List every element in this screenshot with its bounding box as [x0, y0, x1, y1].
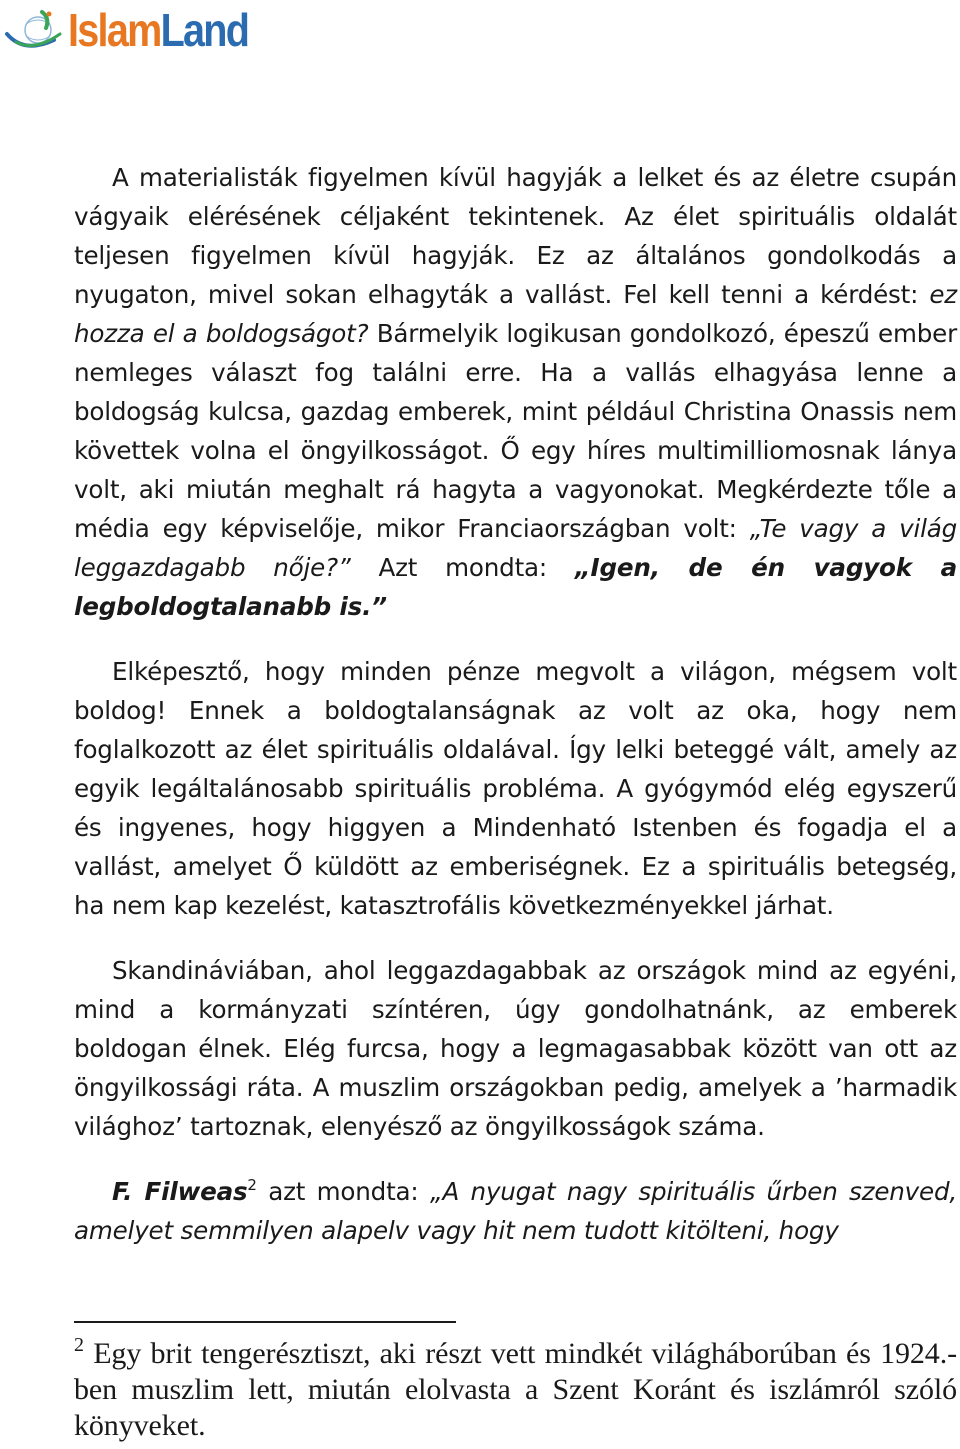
paragraph-3: Skandináviában, ahol leggazdagabbak az országok mind az egyéni, mind a kormányzati színtéren, úgy gondolhatnánk, az emberek boldogan élnek. Elég furcsa, hogy a legmagasabbak között van ott az öngyilkossági ráta. A muszlim országokban pedig, amelyek a ’harmadik világhoz’ tartoznak, elenyésző az öngyilkosságok száma.: [74, 956, 957, 1141]
paragraph-1: [74, 158, 957, 626]
logo-wordmark-land: Land: [160, 4, 249, 56]
site-logo[interactable]: [4, 4, 278, 56]
footnote-text: Egy brit tengerésztiszt, aki részt vett mindkét világháborúban és 1924.-ben muszlim lett, miután elolvasta a Szent Koránt és iszlámról szóló könyveket.: [74, 1337, 957, 1442]
paragraph-2: Elképesztő, hogy minden pénze megvolt a világon, mégsem volt boldog! Ennek a boldogtalanságnak az volt az oka, hogy nem foglalkozott az élet spirituális oldalával. Így lelki beteggé vált, amely az egyik legáltalánosabb spirituális probléma. A gyógymód elég egyszerű és ingyenes, hogy higgyen a Mindenható Istenben és fogadja el a vallást, amelyet Ő küldött az emberiségnek. Ez a spirituális betegség, ha nem kap kezelést, katasztrofális következményekkel járhat.: [74, 657, 957, 920]
footnote-divider: [74, 1321, 456, 1323]
footnote: [74, 1336, 957, 1444]
p1-text-1: A materialisták figyelmen kívül hagyják a lelket és az életre csupán vágyaik elérésének céljaként tekintenek. Az élet spirituális oldalát teljesen figyelmen kívül hagyják. Ez az általános gondolkodás a nyugaton, mivel sokan elhagyták a vallást. Fel kell tenni a kérdést:: [74, 163, 957, 309]
p4-quote: „A nyugat nagy spirituális űrben szenved, amelyet semmilyen alapelv vagy hit nem tudott kitölteni, hogy: [74, 1177, 957, 1245]
globe-swoosh-icon: [4, 4, 66, 56]
p1-text-3: Azt mondta:: [350, 553, 575, 582]
p4-text-1: azt mondta:: [256, 1177, 430, 1206]
footnote-ref[interactable]: 2: [247, 1176, 257, 1194]
logo-wordmark: [68, 4, 249, 56]
p4-author-name: F. Filweas: [112, 1177, 248, 1206]
p1-answer-quote: „Igen, de én vagyok a legboldogtalanabb is.”: [74, 553, 957, 621]
article-body: [74, 158, 957, 1250]
paragraph-4: [74, 1172, 957, 1250]
p1-text-2: Bármelyik logikusan gondolkozó, épeszű ember nemleges választ fog találni erre. Ha a vallás elhagyása lenne a boldogság kulcsa, gazdag emberek, mint például Christina Onassis nem követtek volna el öngyilkosságot. Ő egy híres multimilliomosnak lánya volt, aki miután meghalt rá hagyta a vagyonokat. Megkérdezte tőle a média egy képviselője, mikor Franciaországban volt:: [74, 319, 957, 543]
footnote-number: 2: [74, 1334, 84, 1356]
logo-wordmark-islam: Islam: [68, 4, 161, 56]
p1-media-quote: „Te vagy a világ leggazdagabb nője?”: [74, 514, 957, 582]
p1-question: ez hozza el a boldogságot?: [74, 280, 957, 348]
